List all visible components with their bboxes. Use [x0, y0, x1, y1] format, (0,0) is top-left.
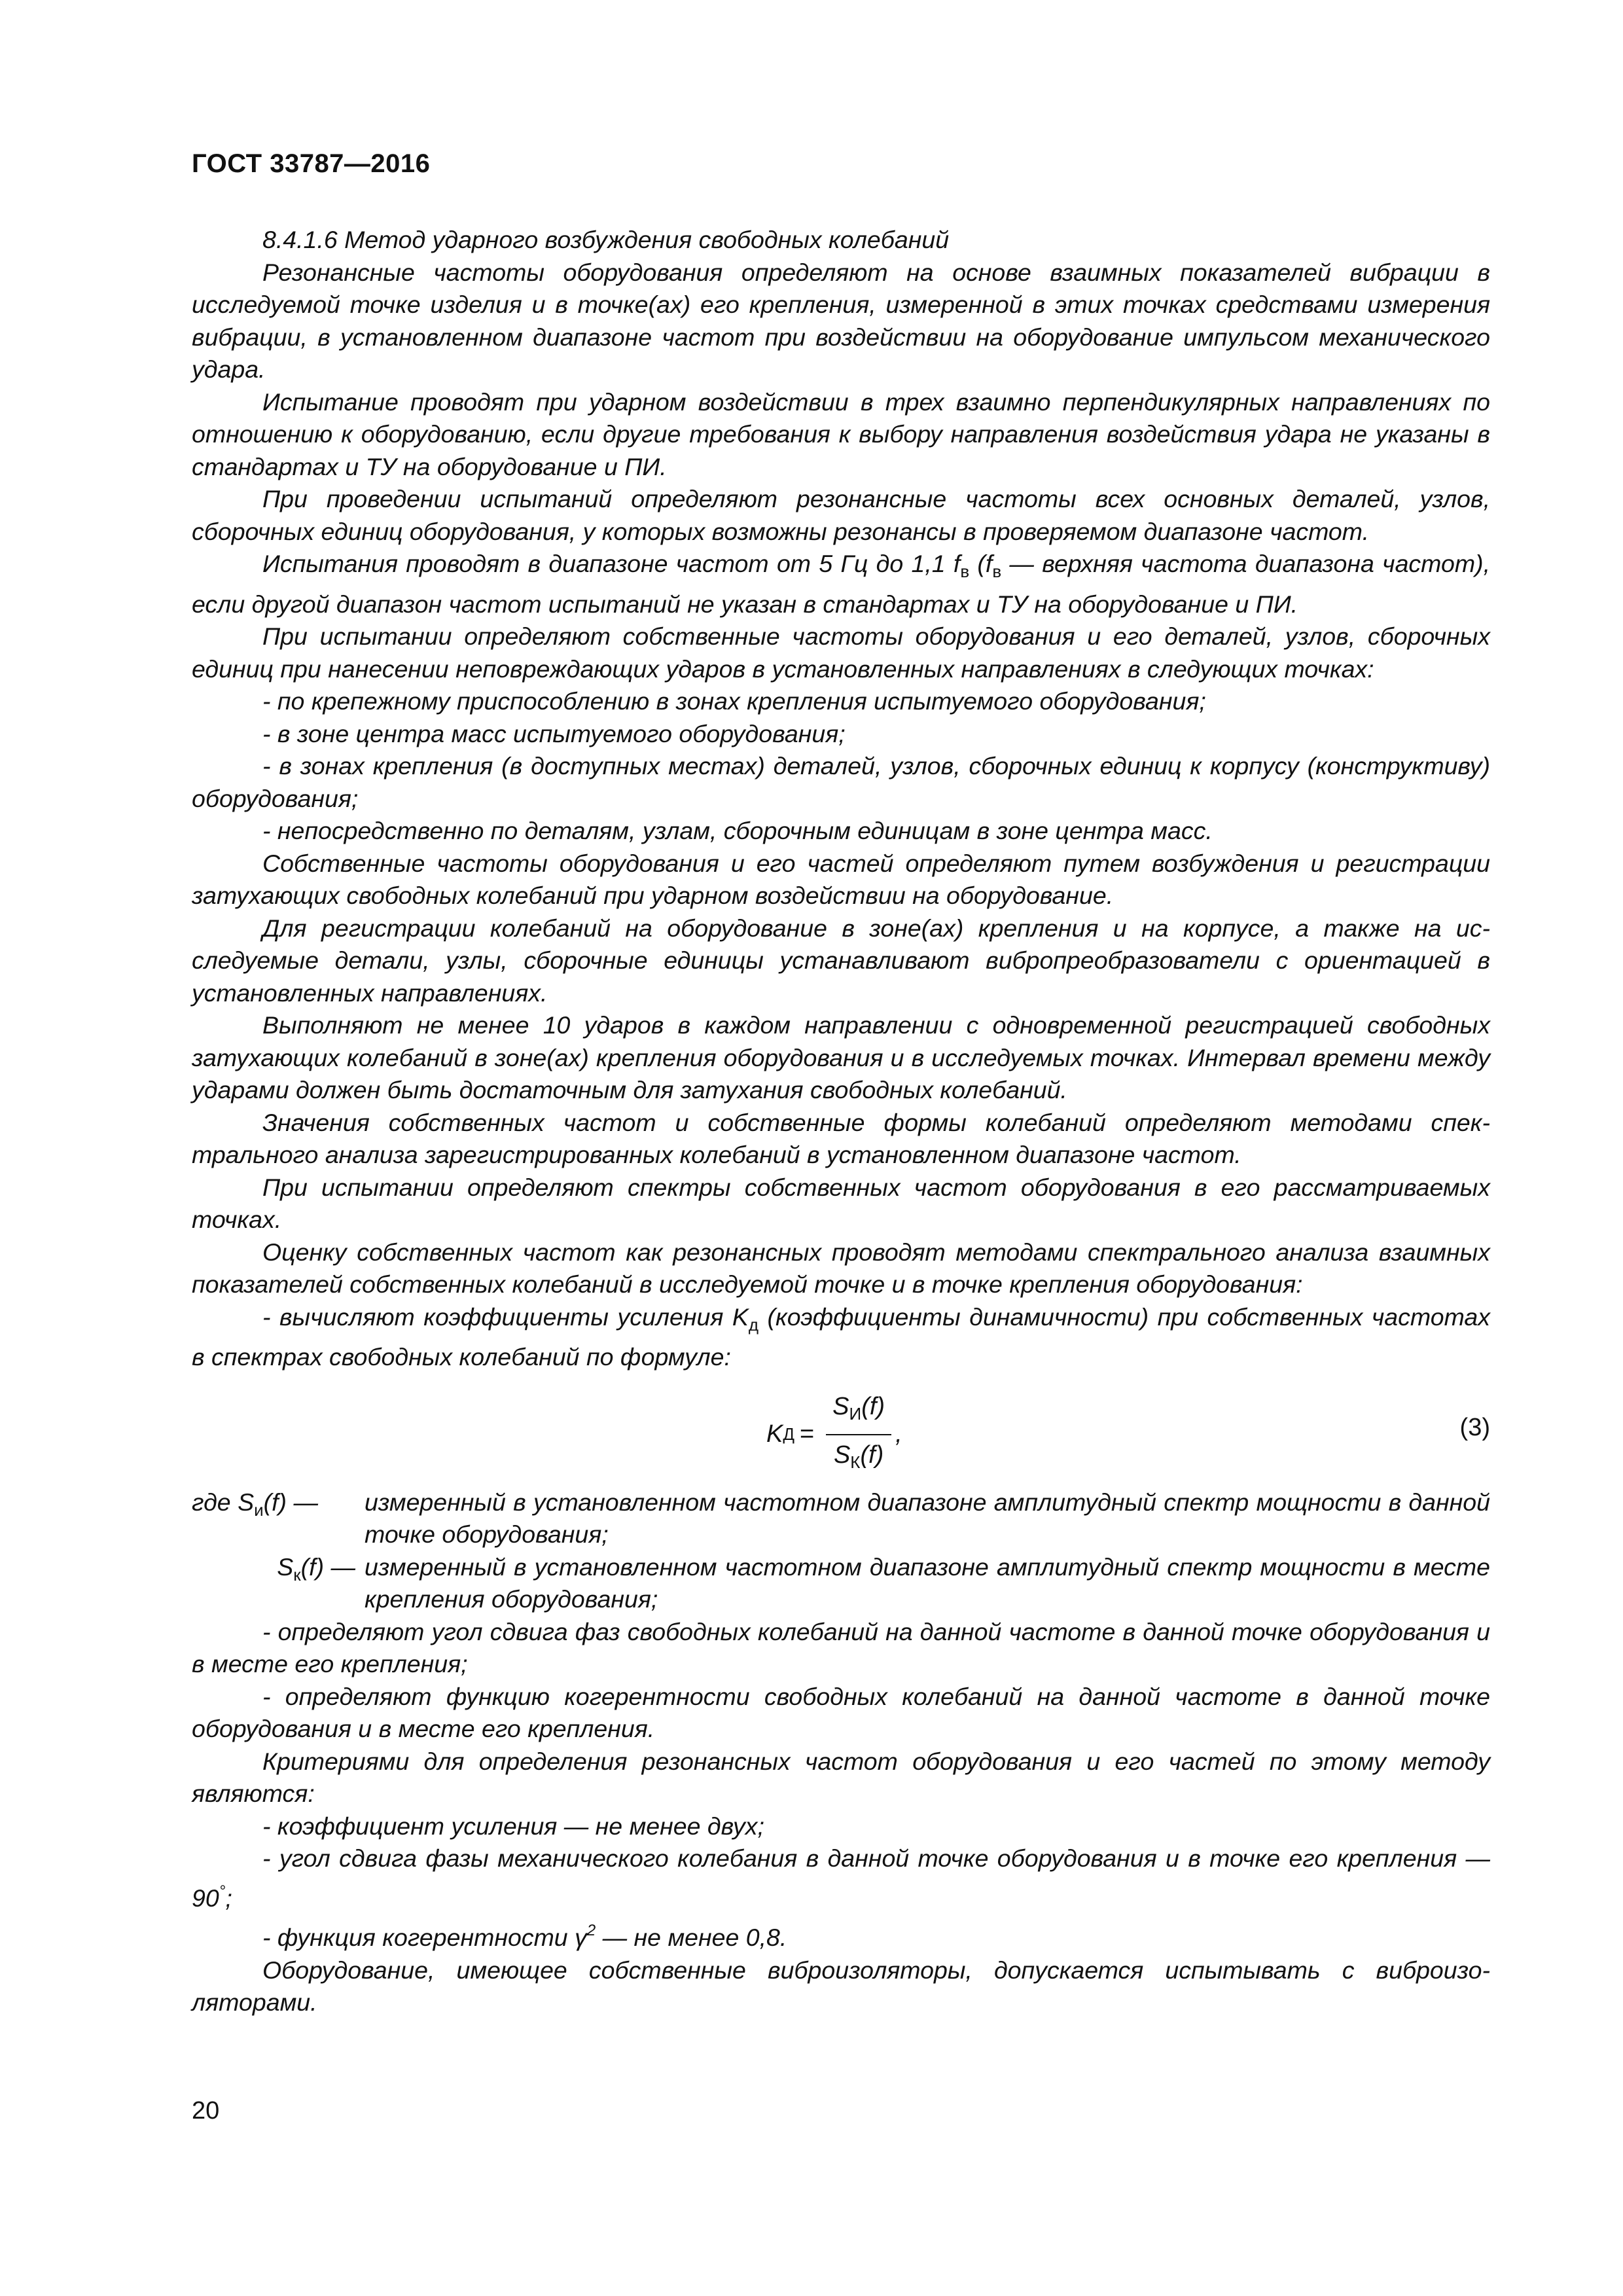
definition-text: измеренный в установленном частотном диапазоне амплитудный спектр мощности в месте крепления оборудования;	[365, 1552, 1490, 1613]
standard-header: ГОСТ 33787—2016	[192, 149, 431, 178]
paragraph: Испытание проводят при ударном воздействии в трех взаимно перпендикулярных направлениях по отношению к оборудованию, если другие требования к выбору направления воздействия удара не указаны в стандартах и ТУ на оборудование и ПИ.	[192, 387, 1490, 480]
paragraph: Критериями для определения резонансных частот оборудования и его частей по этому методу являются:	[192, 1747, 1490, 1807]
list-item: - в зонах крепления (в доступных местах) деталей, узлов, сборочных единиц к корпусу (конструктиву) оборудования;	[192, 752, 1490, 812]
paragraph: При испытании определяют собственные частоты оборудования и его деталей, узлов, сборочных единиц при нанесении неповреждающих ударов в установленных направлениях в следующих точках:	[192, 622, 1490, 683]
definition-term: $S_к(f)$ —	[277, 1552, 355, 1585]
list-item: - определяют угол сдвига фаз свободных колебаний на данной частоте в данной точке оборудования и в месте его крепления;	[192, 1617, 1490, 1677]
list-item-phase: - угол сдвига фазы механического колебания в данной точке оборудования и в точке его крепления — 90°;	[192, 1844, 1490, 1912]
formula-denominator: $S_К(f)$	[833, 1441, 884, 1472]
list-item: - определяют функцию когерентности свободных колебаний на данной частоте в данной точке оборудования и в месте его крепления.	[192, 1682, 1490, 1742]
definition-row	[192, 1551, 1490, 1616]
paragraph: Оценку собственных частот как резонансных проводят методами спектрального анализа взаимных показателей собственных колебаний в исследуемой точке и в точке крепления оборудования:	[192, 1238, 1490, 1298]
formula-numerator: $S_И(f)$	[826, 1391, 891, 1436]
paragraph-frequency-range: Испытания проводят в диапазоне частот от 5 Гц до 1,1 $f_в$ ($f_в$ — верхняя частота диапазона частот), если другой диапазон частот испытаний не указан в стандартах и ТУ на оборудование и ПИ.	[192, 550, 1490, 618]
list-item-coherence: - функция когерентности $\gamma^2$ — не менее 0,8.	[262, 1922, 787, 1951]
list-item-gain: - вычисляют коэффициенты усиления $K_д$ (коэффициенты динамичности) при собственных частотах в спектрах свободных колебаний по формуле:	[192, 1302, 1490, 1371]
paragraph: При испытании определяют спектры собственных частот оборудования в его рассматриваемых точках.	[192, 1173, 1490, 1233]
section-title: 8.4.1.6 Метод ударного возбуждения свободных колебаний	[262, 226, 950, 253]
paragraph: Резонансные частоты оборудования определяют на основе взаимных показателей вибрации в исследуемой точке изделия и в точке(ах) его крепления, измеренной в этих точках средствами измерения вибрации, в установленном диапазоне частот при воздействии на оборудование импульсом механического удара.	[192, 258, 1490, 383]
definition-row	[192, 1486, 1490, 1551]
paragraph: Для регистрации колебаний на оборудование в зоне(ах) крепления и на корпусе, а также на исследуемые детали, узлы, сборочные единицы устанавливают вибропреобразователи с ориентацией в установленных направлениях.	[192, 914, 1490, 1007]
paragraph: Выполняют не менее 10 ударов в каждом направлении с одновременной регистрацией свободных затухающих колебаний в зоне(ах) крепления оборудования и в исследуемых точках. Интервал времени между ударами должен быть достаточным для затухания свободных колебаний.	[192, 1011, 1490, 1103]
list-item: - непосредственно по деталям, узлам, сборочным единицам в зоне центра масс.	[262, 817, 1213, 844]
definition-term: где $S_и(f)$ —	[192, 1488, 318, 1520]
list-item: - по крепежному приспособлению в зонах крепления испытуемого оборудования;	[262, 687, 1206, 715]
paragraph: Оборудование, имеющее собственные виброизоляторы, допускается испытывать с виброизоляторами.	[192, 1956, 1490, 2016]
document-body	[192, 224, 1490, 2019]
gain-formula: K Д = $\frac{S_И(f)}{S_К(f)}$ ,	[766, 1391, 902, 1479]
page-number: 20	[192, 2097, 220, 2125]
formula-definitions	[192, 1486, 1490, 1616]
paragraph: Значения собственных частот и собственные формы колебаний определяют методами спектрального анализа зарегистрированных колебаний в установленном диапазоне частот.	[192, 1108, 1490, 1168]
formula-fraction	[826, 1391, 891, 1479]
paragraph: Собственные частоты оборудования и его частей определяют путем возбуждения и регистрации затухающих свободных колебаний при ударном воздействии на оборудование.	[192, 849, 1490, 909]
equation-number: (3)	[1459, 1413, 1490, 1441]
paragraph: При проведении испытаний определяют резонансные частоты всех основных деталей, узлов, сборочных единиц оборудования, у которых возможны резонансы в проверяемом диапазоне частот.	[192, 485, 1490, 545]
list-item: - в зоне центра масс испытуемого оборудования;	[262, 719, 846, 747]
list-item: - коэффициент усиления — не менее двух;	[262, 1812, 764, 1840]
formula-block	[192, 1379, 1490, 1479]
definition-text: измеренный в установленном частотном диапазоне амплитудный спектр мощности в данной точке оборудования;	[365, 1488, 1490, 1548]
